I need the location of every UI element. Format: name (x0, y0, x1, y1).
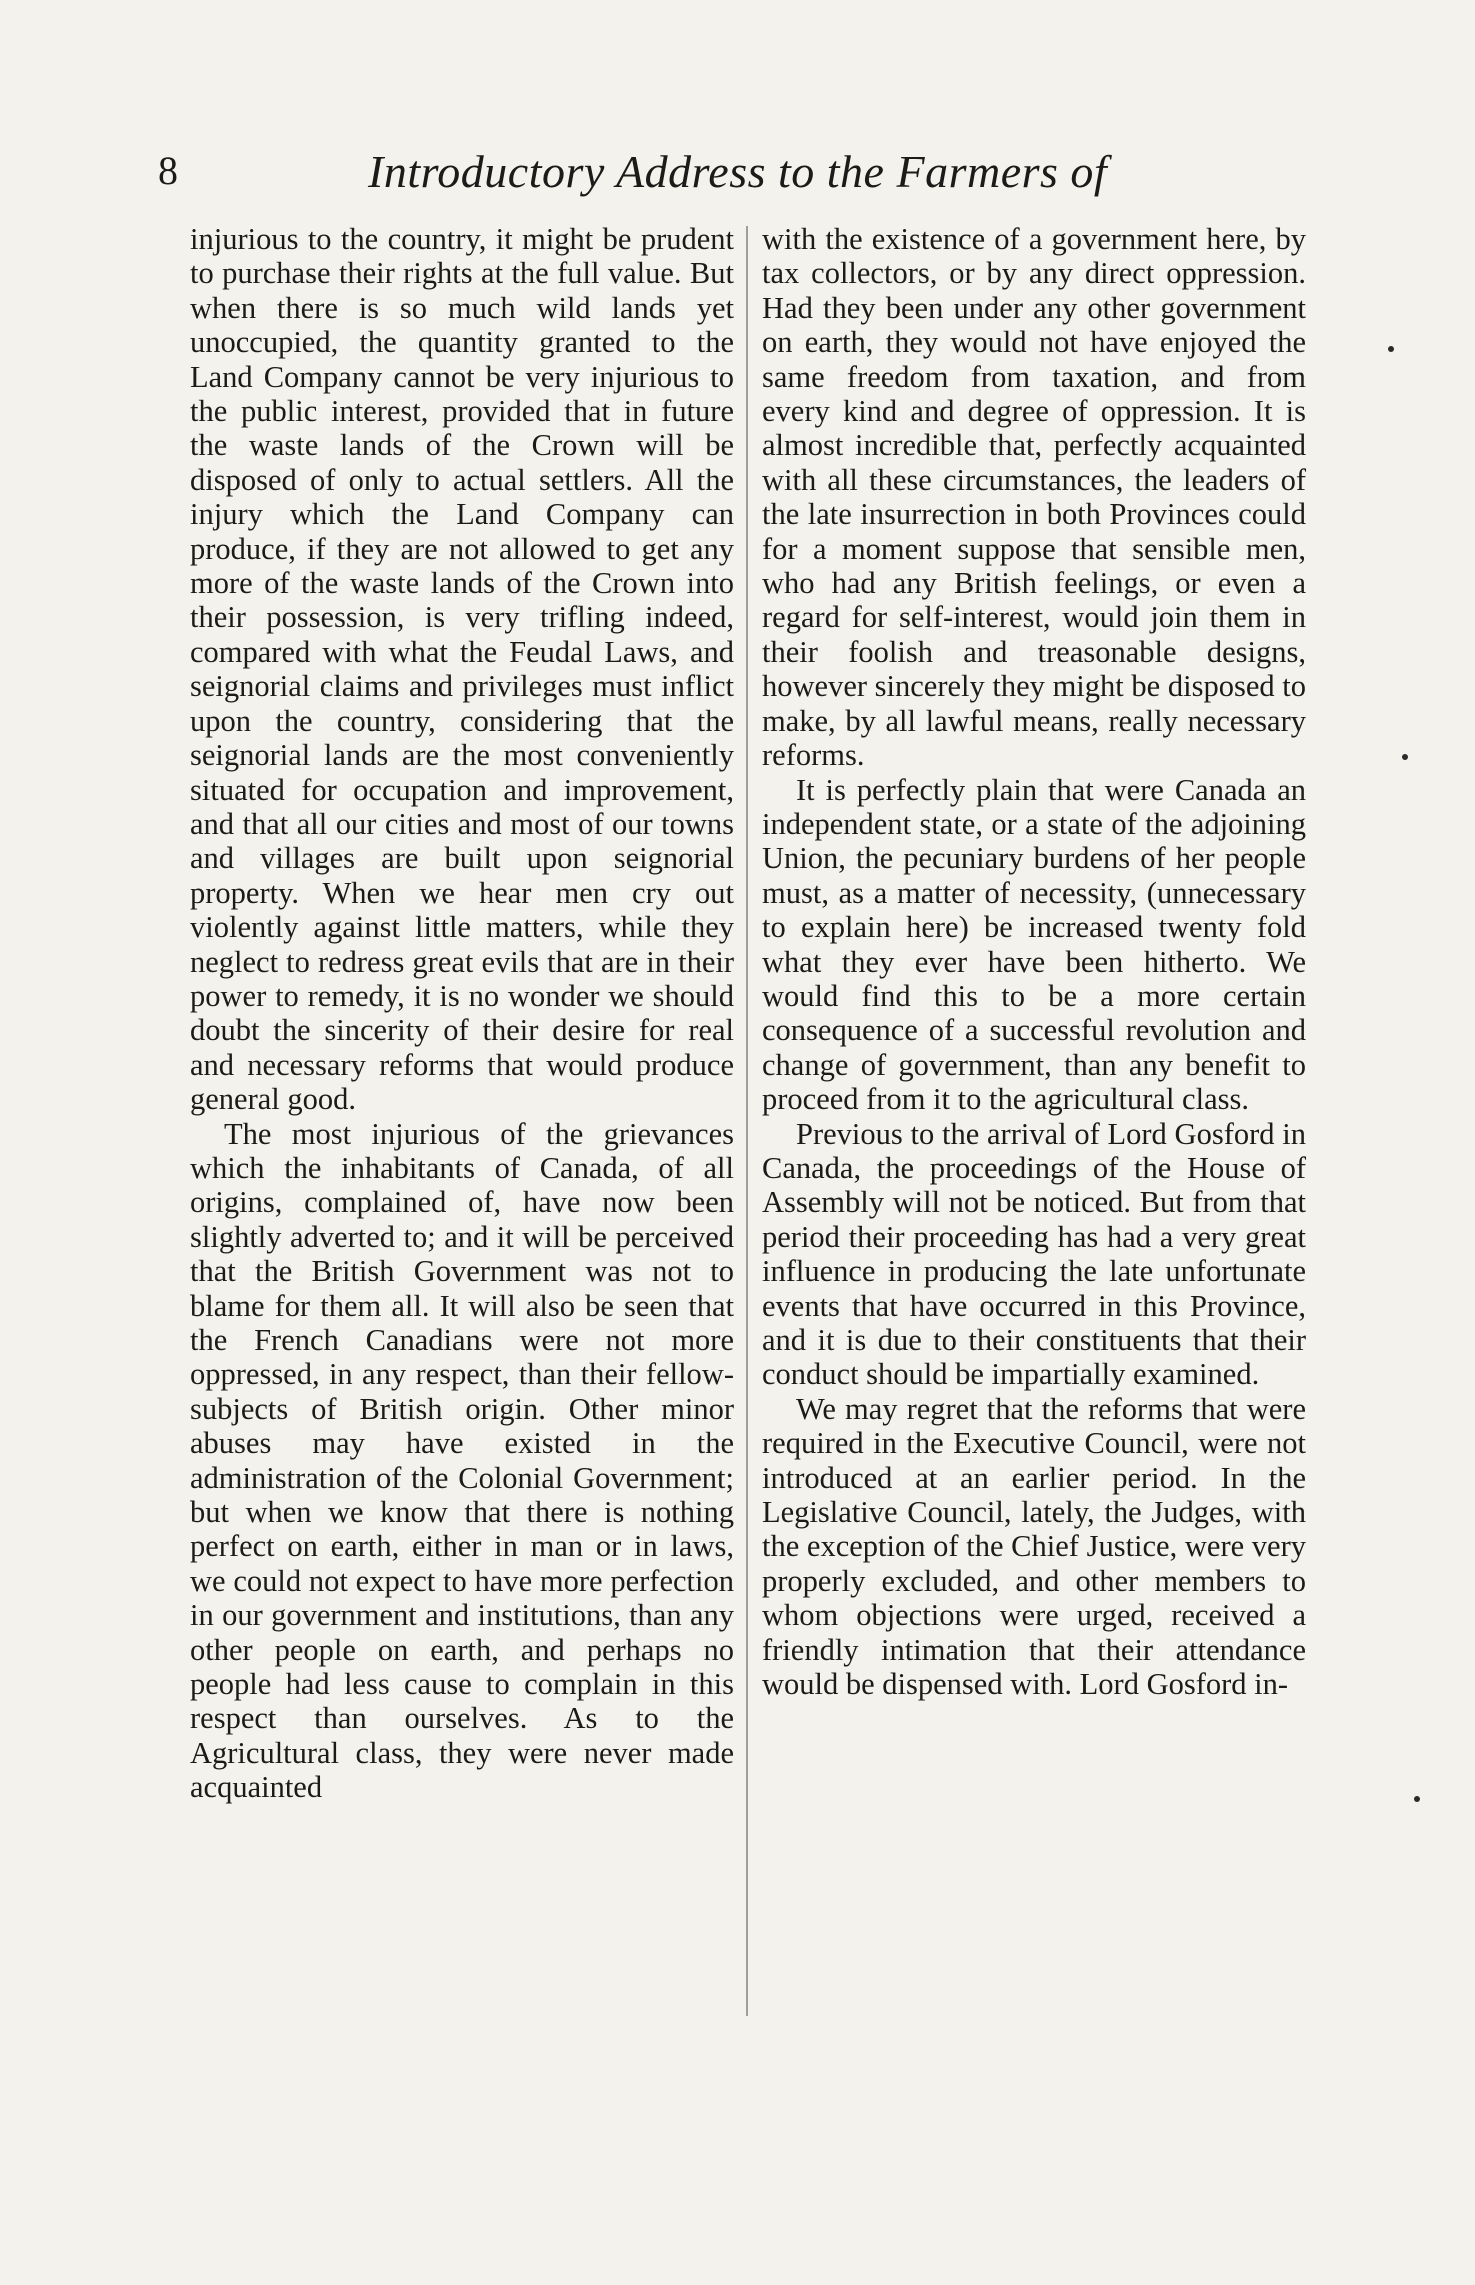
paragraph: with the existence of a government here, by tax collectors, or by any direct oppression. Had they been under any other government on earth, they would not have enjoyed the same freedom from taxation, and from every kind and degree of oppression. It is almost incredible that, perfectly acquainted with all these circumstances, the leaders of the late insurrection in both Provinces could for a moment suppose that sensible men, who had any British feelings, or even a regard for self-interest, would join them in their foolish and treasonable designs, however sincerely they might be disposed to make, by all lawful means, really necessary reforms. (762, 222, 1306, 773)
page-number: 8 (158, 148, 178, 193)
page-header (158, 140, 1218, 210)
paragraph: The most injurious of the grievances which the inhabitants of Canada, of all origins, complained of, have now been slightly adverted to; and it will be perceived that the British Government was not to blame for them all. It will also be seen that the French Canadians were not more oppressed, in any respect, than their fellow-subjects of British origin. Other minor abuses may have existed in the administration of the Colonial Government; but when we know that there is nothing perfect on earth, either in man or in laws, we could not expect to have more perfection in our government and institutions, than any other people on earth, and perhaps no people had less cause to complain in this respect than ourselves. As to the Agricultural class, they were never made acquainted (190, 1116, 734, 1805)
ink-speck (1414, 1796, 1420, 1802)
column-divider (746, 226, 748, 2016)
paragraph: It is perfectly plain that were Canada an independent state, or a state of the adjoining Union, the pecuniary burdens of her people must, as a matter of necessity, (unnecessary to explain here) be increased twenty fold what they ever have been hitherto. We would find this to be a more certain consequence of a successful revolution and change of government, than any benefit to proceed from it to the agricultural class. (762, 772, 1306, 1117)
running-title: Introductory Address to the Farmers of (368, 146, 1108, 197)
paragraph: injurious to the country, it might be prudent to purchase their rights at the full value. But when there is so much wild lands yet unoccupied, the quantity granted to the Land Company cannot be very injurious to the public interest, provided that in future the waste lands of the Crown will be disposed of only to actual settlers. All the injury which the Land Company can produce, if they are not allowed to get any more of the waste lands of the Crown into their possession, is very trifling indeed, compared with what the Feudal Laws, and seignorial claims and privileges must inflict upon the country, considering that the seignorial lands are the most conveniently situated for occupation and improvement, and that all our cities and most of our towns and villages are built upon seignorial property. When we hear men cry out violently against little matters, while they neglect to redress great evils that are in their power to remedy, it is no wonder we should doubt the sincerity of their desire for real and necessary reforms that would produce general good. (190, 222, 734, 1117)
paragraph: Previous to the arrival of Lord Gosford in Canada, the proceedings of the House of Assembly will not be noticed. But from that period their proceeding has had a very great influence in producing the late unfortunate events that have occurred in this Province, and it is due to their constituents that their conduct should be impartially examined. (762, 1116, 1306, 1392)
ink-speck (1402, 754, 1408, 760)
left-column (190, 222, 734, 1805)
paragraph: We may regret that the reforms that were required in the Executive Council, were not introduced at an earlier period. In the Legislative Council, lately, the Judges, with the exception of the Chief Justice, were very properly excluded, and other members to whom objections were urged, received a friendly intimation that their attendance would be dispensed with. Lord Gosford in- (762, 1391, 1306, 1702)
right-column (762, 222, 1306, 1701)
ink-speck (1388, 346, 1394, 352)
